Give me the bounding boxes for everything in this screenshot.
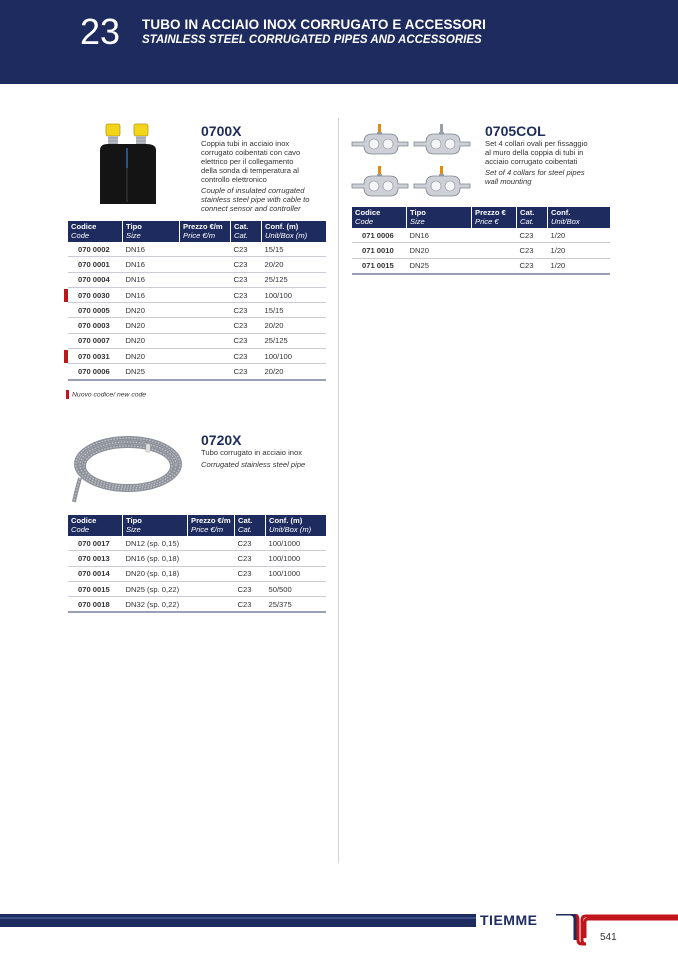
table-row: 070 0015 DN25 (sp. 0,22) C23 50/500 [68, 581, 326, 596]
price-table-0705col [352, 207, 610, 275]
new-code-marker: 070 0031 [68, 349, 123, 364]
brand-hook-graphic [556, 914, 678, 948]
corrugated-pipe-coil-image [70, 428, 190, 508]
table-header-row [68, 515, 326, 536]
table-row: 070 0018 DN32 (sp. 0,22) C23 25/375 [68, 597, 326, 613]
table-row: 070 0004 DN16 C23 25/125 [68, 272, 326, 287]
price-table-0700x [68, 221, 326, 381]
header-title-it: TUBO IN ACCIAIO INOX CORRUGATO E ACCESSORI [142, 17, 486, 32]
chapter-number: 23 [80, 11, 121, 52]
table-row: 070 0031 DN20 C23 100/100 [68, 349, 326, 364]
table-row: 070 0030 DN16 C23 100/100 [68, 287, 326, 302]
table-row: 070 0017 DN12 (sp. 0,15) C23 100/1000 [68, 536, 326, 551]
header-title-en: STAINLESS STEEL CORRUGATED PIPES AND ACCESSORIES [142, 34, 482, 46]
column-header-conf: Conf. (m) Unit/Box (m) [262, 221, 327, 242]
table-row: 071 0015 DN25 C23 1/20 [352, 258, 610, 274]
column-header-size: Tipo Size [407, 207, 472, 228]
table-header-row [68, 221, 326, 242]
column-header-cat: Cat. Cat. [235, 515, 266, 536]
product-description-it-0705col: Set 4 collari ovali per fissaggio al muro della coppia di tubi in acciaio corrugato coibentati [485, 139, 588, 166]
product-description-it-0700x: Coppia tubi in acciaio inox corrugato coibentati con cavo elettrico per il collegamento della sonda di temperatura al controllo elettronico [201, 139, 301, 184]
price-table-0720x [68, 515, 326, 613]
column-header-size: Tipo Size [123, 515, 188, 536]
column-header-cat: Cat. Cat. [231, 221, 262, 242]
footer-bar [0, 914, 476, 927]
new-code-legend: Nuovo codice/ new code [66, 390, 146, 399]
page-number: 541 [600, 932, 617, 943]
new-code-marker: 070 0030 [68, 287, 123, 302]
column-header-size: Tipo Size [123, 221, 180, 242]
column-header-conf: Conf. Unit/Box [548, 207, 611, 228]
product-code-0705col: 0705COL [485, 123, 546, 139]
column-header-cat: Cat. Cat. [517, 207, 548, 228]
product-description-en-0705col: Set of 4 collars for steel pipes wall mounting [485, 168, 585, 186]
table-row: 070 0014 DN20 (sp. 0,18) C23 100/1000 [68, 566, 326, 581]
product-description-en-0720x: Corrugated stainless steel pipe [201, 460, 306, 469]
table-row: 070 0007 DN20 C23 25/125 [68, 333, 326, 348]
table-row: 071 0010 DN20 C23 1/20 [352, 243, 610, 258]
footer-stripe [0, 917, 476, 919]
product-code-0720x: 0720X [201, 432, 242, 448]
column-header-code: Codice Code [68, 221, 123, 242]
column-header-conf: Conf. (m) Unit/Box (m) [266, 515, 327, 536]
column-header-price: Prezzo €/m Price €/m [180, 221, 231, 242]
page-header [0, 0, 678, 84]
table-row: 070 0013 DN16 (sp. 0,18) C23 100/1000 [68, 551, 326, 566]
table-row: 070 0001 DN16 C23 20/20 [68, 257, 326, 272]
product-code-0700x: 0700X [201, 123, 242, 139]
table-row: 070 0003 DN20 C23 20/20 [68, 318, 326, 333]
oval-collars-image [350, 122, 474, 202]
product-description-it-0720x: Tubo corrugato in acciaio inox [201, 448, 303, 457]
table-row: 070 0002 DN16 C23 15/15 [68, 242, 326, 257]
table-header-row [352, 207, 610, 228]
column-divider [338, 118, 339, 863]
table-row: 070 0006 DN25 C23 20/20 [68, 364, 326, 380]
table-row: 071 0006 DN16 C23 1/20 [352, 228, 610, 243]
column-header-price: Prezzo € Price € [472, 207, 517, 228]
product-description-en-0700x: Couple of insulated corrugated stainless steel pipe with cable to connect sensor and controller [201, 186, 310, 213]
insulated-twin-pipe-image [96, 118, 168, 210]
table-row: 070 0005 DN20 C23 15/15 [68, 303, 326, 318]
column-header-code: Codice Code [352, 207, 407, 228]
column-header-code: Codice Code [68, 515, 123, 536]
column-header-price: Prezzo €/m Price €/m [188, 515, 235, 536]
brand-logo: TIEMME [480, 912, 538, 928]
new-code-legend-marker [66, 390, 69, 399]
